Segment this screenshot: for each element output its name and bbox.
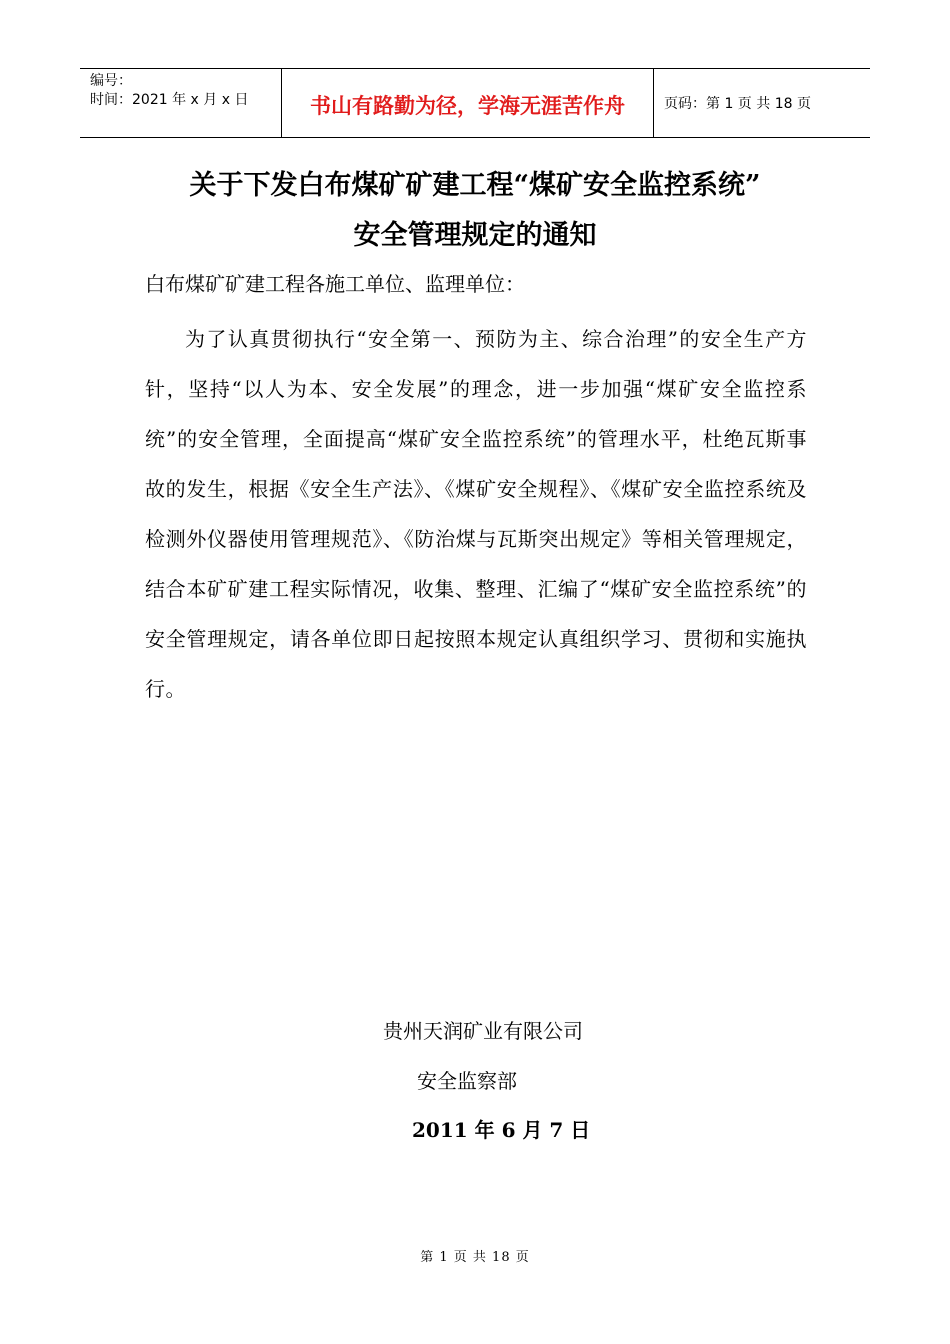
header-meta-cell [80,69,282,137]
document-time-label: 时间：2021 年 x 月 x 日 [90,92,249,108]
signature-department: 安全监察部 [417,1069,517,1093]
salutation: 白布煤矿矿建工程各施工单位、监理单位： [145,272,525,296]
document-title-line1: 关于下发白布煤矿矿建工程“煤矿安全监控系统” [189,170,761,201]
header-page-cell [654,69,870,137]
page-footer: 第 1 页 共 18 页 [420,1250,530,1265]
document-title-line2: 安全管理规定的通知 [353,220,597,251]
document-number-label: 编号： [90,73,132,89]
header-page-info: 页码：第 1 页 共 18 页 [664,96,811,112]
signature-date: 2011 年 6 月 7 日 [412,1118,591,1142]
document-header [80,68,870,138]
body-paragraph: 为了认真贯彻执行“安全第一、预防为主、综合治理”的安全生产方针，坚持“以人为本、安全发展”的理念，进一步加强“煤矿安全监控系统”的安全管理，全面提高“煤矿安全监控系统”的管理水平，杜绝瓦斯事故的发生，根据《安全生产法》、《煤矿安全规程》、《煤矿安全监控系统及检测外仪器使用管理规范》、《防治煤与瓦斯突出规定》等相关管理规定，结合本矿矿建工程实际情况，收集、整理、汇编了“煤矿安全监控系统”的安全管理规定，请各单位即日起按照本规定认真组织学习、贯彻和实施执行。 [145,327,807,701]
header-motto-cell [282,69,654,137]
header-motto: 书山有路勤为径，学海无涯苦作舟 [310,93,625,118]
signature-company: 贵州天润矿业有限公司 [383,1019,583,1043]
